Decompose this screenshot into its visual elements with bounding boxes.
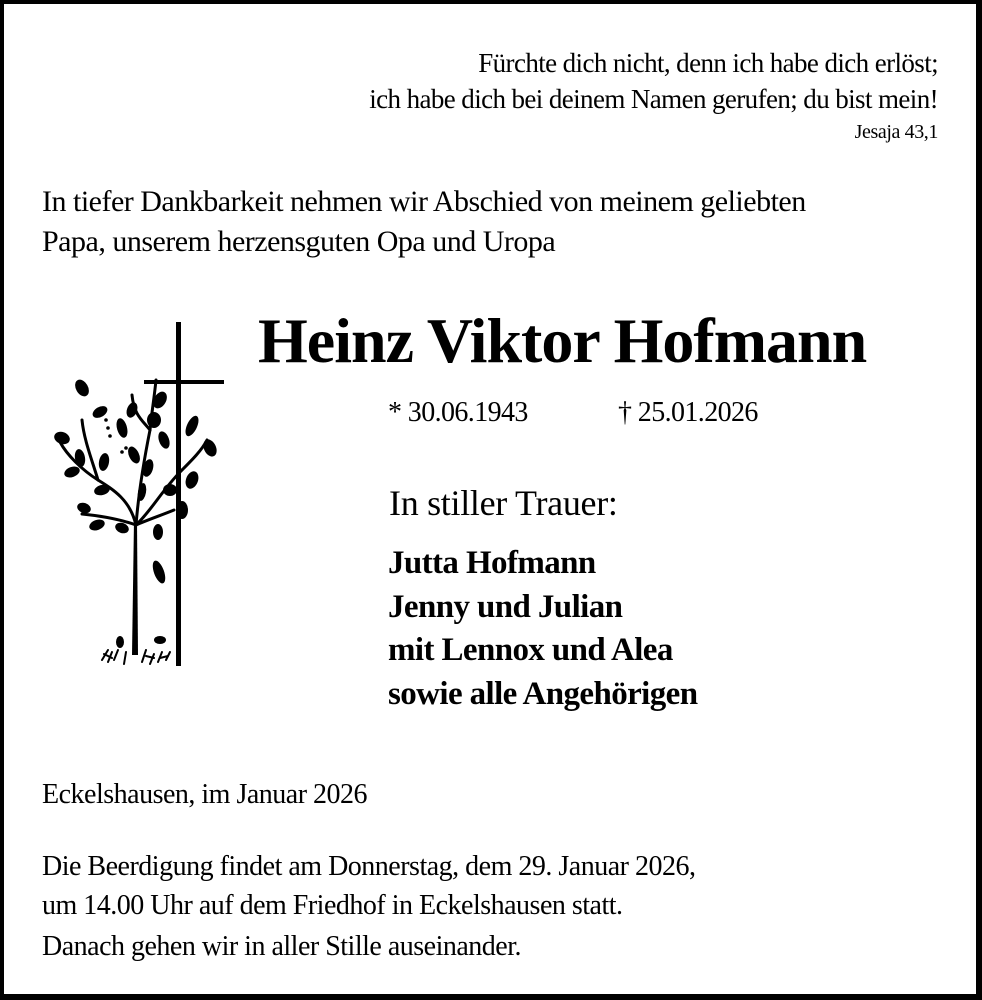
mourner-item: Jenny und Julian <box>388 588 623 625</box>
bible-quote-line-1: Fürchte dich nicht, denn ich habe dich erlöst; <box>478 48 938 78</box>
intro-line-2: Papa, unserem herzensguten Opa und Uropa <box>42 225 556 258</box>
mourner-item: Jutta Hofmann <box>388 545 596 581</box>
closing-note: Danach gehen wir in aller Stille auseinander. <box>42 931 521 962</box>
place-and-date: Eckelshausen, im Januar 2026 <box>42 779 368 810</box>
funeral-line-1: Die Beerdigung findet am Donnerstag, dem 29. Januar 2026, <box>42 851 696 882</box>
mourner-item: mit Lennox und Alea <box>388 632 673 668</box>
bible-quote-line-2: ich habe dich bei deinem Namen gerufen; du bist mein! <box>369 84 938 114</box>
funeral-info <box>42 847 695 925</box>
funeral-line-2: um 14.00 Uhr auf dem Friedhof in Eckelshausen statt. <box>42 890 623 921</box>
intro-text <box>42 182 806 262</box>
bible-quote-reference: Jesaja 43,1 <box>854 121 938 143</box>
deceased-name: Heinz Viktor Hofmann <box>258 305 867 376</box>
intro-line-1: In tiefer Dankbarkeit nehmen wir Abschied von meinem geliebten <box>42 185 806 218</box>
mourner-item: sowie alle Angehörigen <box>388 675 698 712</box>
death-date: † 25.01.2026 <box>618 397 758 428</box>
mourning-title: In stiller Trauer: <box>389 483 618 523</box>
birth-date: * 30.06.1943 <box>388 397 528 428</box>
mourners-list <box>388 542 697 716</box>
tree-and-cross-icon <box>42 320 232 670</box>
